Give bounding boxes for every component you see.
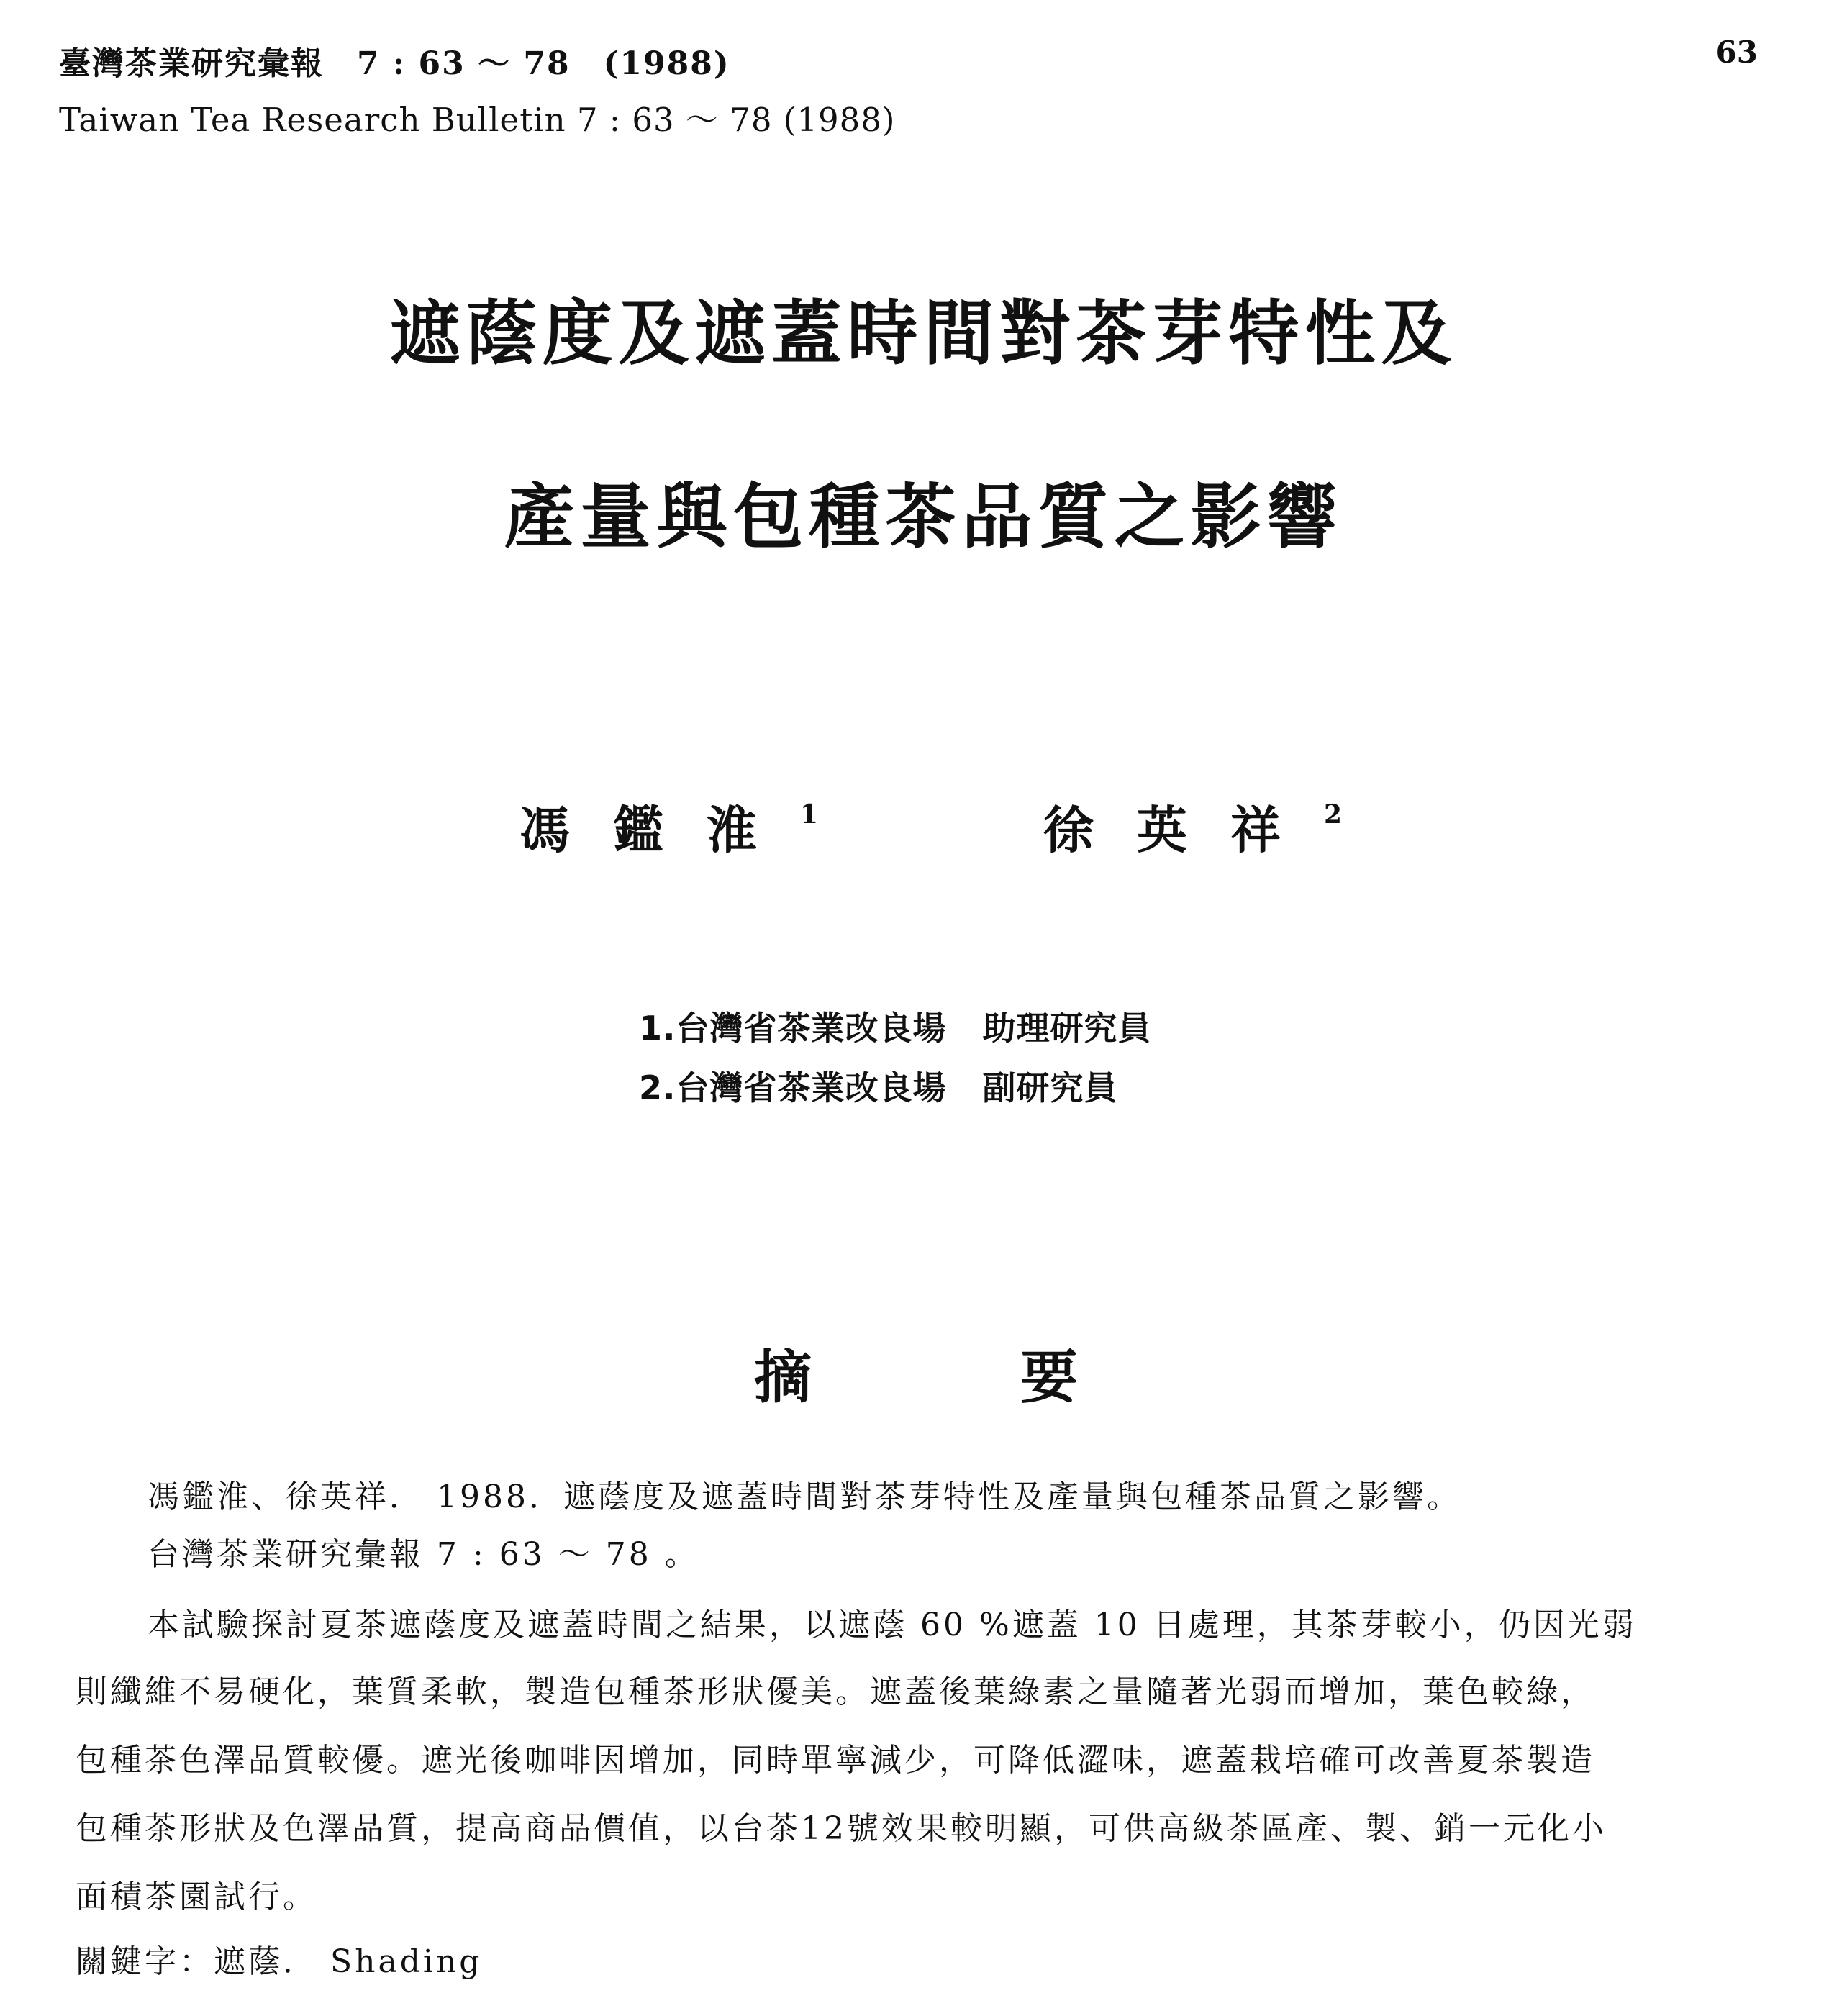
abstract-heading-1: 摘: [754, 1344, 812, 1411]
affiliation-1: [639, 1002, 1151, 1050]
author-1: [519, 790, 818, 863]
affiliation-2-position: 副研究員: [982, 1068, 1118, 1107]
journal-header-zh: 臺灣茶業研究彙報 7 : 63 ～ 78 (1988): [59, 45, 730, 82]
abstract-line-1: 本試驗探討夏茶遮蔭度及遮蓋時間之結果，以遮蔭 60 %遮蓋 10 日處理，其茶芽較小，仍因光弱: [148, 1607, 1637, 1643]
citation-line-1: 馮鑑淮、徐英祥． 1988．遮蔭度及遮蓋時間對茶芽特性及產量與包種茶品質之影響。: [148, 1479, 1461, 1515]
author-1-name: 馮鑑淮: [519, 800, 800, 860]
affiliation-1-position: 助理研究員: [982, 1009, 1152, 1048]
abstract-heading-2: 要: [1020, 1344, 1078, 1411]
keywords-line: 關鍵字：遮蔭． Shading: [76, 1943, 483, 1980]
affiliation-2-org: 2.台灣省茶業改良場: [639, 1068, 947, 1107]
title-line-2: 產量與包種茶品質之影響: [504, 476, 1343, 558]
abstract-line-4: 包種茶形狀及色澤品質，提高商品價值，以台茶12號效果較明顯，可供高級茶區產、製、銷一元化小: [76, 1810, 1607, 1847]
author-1-affil: 1: [800, 799, 819, 830]
journal-header-en: Taiwan Tea Research Bulletin 7 : 63 ～ 78 (1988): [59, 101, 896, 139]
author-2-name: 徐英祥: [1043, 800, 1324, 860]
affiliation-1-org: 1.台灣省茶業改良場: [639, 1009, 947, 1048]
affiliation-2: [639, 1062, 1117, 1109]
abstract-line-2: 則纖維不易硬化，葉質柔軟，製造包種茶形狀優美。遮蓋後葉綠素之量隨著光弱而增加，葉色較綠，: [76, 1674, 1595, 1710]
citation-line-2: 台灣茶業研究彙報 7 : 63 ～ 78 。: [148, 1536, 699, 1573]
author-2-affil: 2: [1324, 799, 1343, 830]
abstract-line-3: 包種茶色澤品質較優。遮光後咖啡因增加，同時單寧減少，可降低澀味，遮蓋栽培確可改善夏茶製造: [76, 1742, 1595, 1779]
abstract-line-5: 面積茶園試行。: [76, 1879, 317, 1915]
page-number: 63: [1715, 35, 1758, 70]
title-line-1: 遮蔭度及遮蓋時間對茶芽特性及: [389, 292, 1458, 375]
author-2: [1043, 790, 1342, 863]
